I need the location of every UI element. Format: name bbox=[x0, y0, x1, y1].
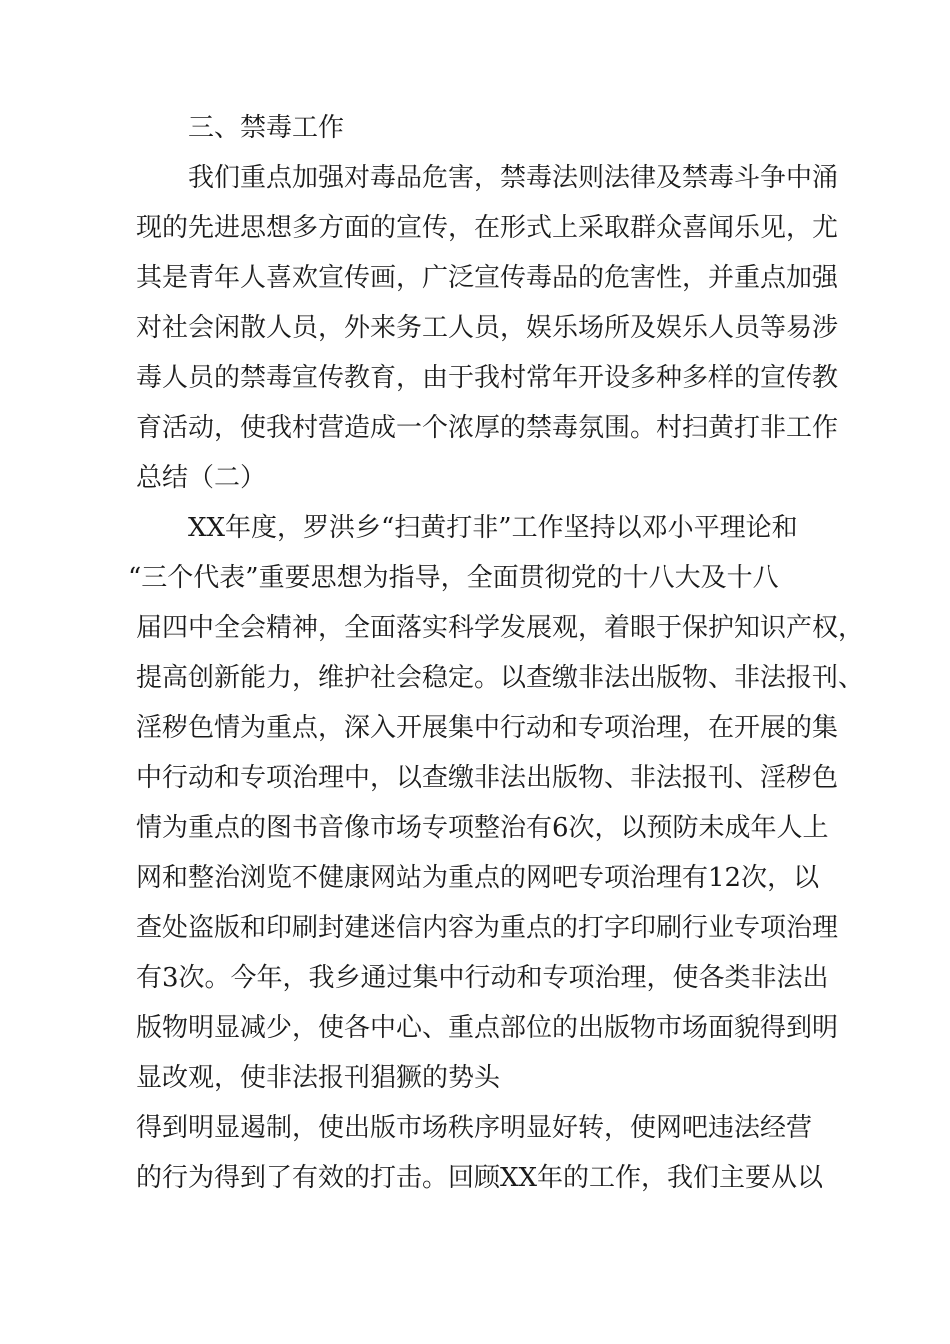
text-line: 显改观，使非法报刊猖獗的势头 bbox=[136, 1063, 501, 1093]
text-line: 届四中全会精神，全面落实科学发展观，着眼于保护知识产权， bbox=[136, 613, 865, 643]
text-line: 得到明显遏制，使出版市场秩序明显好转，使网吧违法经营 bbox=[136, 1113, 813, 1143]
text-line: 其是青年人喜欢宣传画，广泛宣传毒品的危害性，并重点加强 bbox=[136, 263, 839, 293]
text-line: 毒人员的禁毒宣传教育，由于我村常年开设多种多样的宣传教 bbox=[136, 363, 839, 393]
text-line: 现的先进思想多方面的宣传，在形式上采取群众喜闻乐见，尤 bbox=[136, 213, 839, 243]
text-line: 育活动，使我村营造成一个浓厚的禁毒氛围。村扫黄打非工作 bbox=[136, 413, 839, 443]
text-line: 中行动和专项治理中，以查缴非法出版物、非法报刊、淫秽色 bbox=[136, 763, 839, 793]
text-line: “三个代表”重要思想为指导，全面贯彻党的十八大及十八 bbox=[128, 563, 779, 593]
text-line: 提高创新能力，维护社会稳定。以查缴非法出版物、非法报刊、 bbox=[136, 663, 865, 693]
section-heading: 三、禁毒工作 bbox=[188, 113, 345, 143]
text-line: 网和整治浏览不健康网站为重点的网吧专项治理有12次，以 bbox=[136, 863, 820, 893]
text-line: 的行为得到了有效的打击。回顾XX年的工作，我们主要从以 bbox=[136, 1163, 824, 1193]
text-line: XX年度，罗洪乡“扫黄打非”工作坚持以邓小平理论和 bbox=[188, 513, 798, 543]
text-line: 有3次。今年，我乡通过集中行动和专项治理，使各类非法出 bbox=[136, 963, 829, 993]
text-line: 总结（二） bbox=[136, 463, 267, 493]
text-line: 我们重点加强对毒品危害，禁毒法则法律及禁毒斗争中涌 bbox=[188, 163, 839, 193]
text-line: 淫秽色情为重点，深入开展集中行动和专项治理，在开展的集 bbox=[136, 713, 839, 743]
text-line: 对社会闲散人员，外来务工人员，娱乐场所及娱乐人员等易涉 bbox=[136, 313, 839, 343]
text-line: 版物明显减少，使各中心、重点部位的出版物市场面貌得到明 bbox=[136, 1013, 839, 1043]
text-line: 查处盗版和印刷封建迷信内容为重点的打字印刷行业专项治理 bbox=[136, 913, 839, 943]
text-line: 情为重点的图书音像市场专项整治有6次，以预防未成年人上 bbox=[136, 813, 829, 843]
